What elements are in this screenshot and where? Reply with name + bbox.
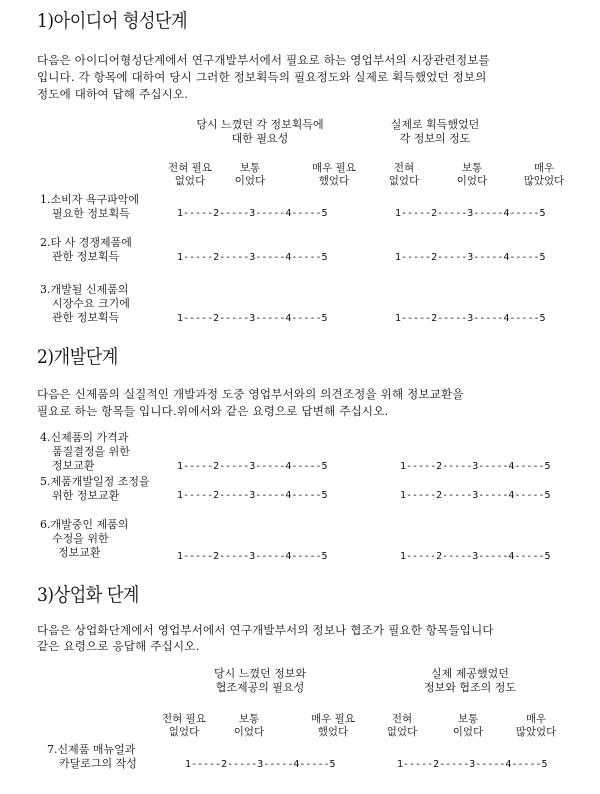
question-text: 필요한 정보획득 <box>52 207 130 220</box>
section-1-intro-line-2: 입니다. 각 항목에 대하여 당시 그러한 정보획득의 필요정도와 실제로 획득했었던 정보의 <box>37 70 487 84</box>
rating-scale-q3-actual[interactable]: 1-----2-----3-----4-----5 <box>395 313 546 324</box>
s1-scale-label-left-3 <box>225 162 275 188</box>
rating-scale-q1-need[interactable]: 1-----2-----3-----4-----5 <box>177 208 328 219</box>
header-left-line-1: 당시 느꼈던 각 정보획득에 <box>196 118 324 131</box>
header-right-line-2: 각 정보의 정도 <box>399 132 471 145</box>
s3-scale-label-text: 보통 <box>238 713 260 725</box>
s1-scale-label-right-3 <box>450 162 494 188</box>
header-left-line-2: 대한 필요성 <box>231 132 289 145</box>
section-3-intro-line-2: 같은 요령으로 응답해 주십시오. <box>37 639 200 653</box>
section-1-intro-line-1: 다음은 아이디어형성단계에서 연구개발부서에서 필요로 하는 영업부서의 시장관련정보를 <box>37 53 490 67</box>
s3-scale-label-left-5 <box>300 713 366 739</box>
header-right-line-2: 정보와 협조의 정도 <box>423 681 516 694</box>
question-text: 카달로그의 작성 <box>59 757 137 770</box>
header-right-line-1: 실제로 획득했었던 <box>390 118 480 131</box>
s3-scale-label-right-5 <box>506 713 566 739</box>
s3-scale-label-text: 했었다 <box>317 726 349 738</box>
s3-scale-label-text: 많았었다 <box>515 726 557 738</box>
rating-scale-q6-need[interactable]: 1-----2-----3-----4-----5 <box>177 551 328 562</box>
section-1-intro-line-3: 정도에 대하여 답해 주십시오. <box>37 87 189 101</box>
section-3-header-right <box>390 667 550 695</box>
rating-scale-q4-need[interactable]: 1-----2-----3-----4-----5 <box>177 461 328 472</box>
s1-scale-label-text: 전혀 <box>393 162 415 174</box>
section-1-header-left <box>160 118 360 146</box>
question-text: 품질결정을 위한 <box>52 445 130 458</box>
question-text: 관한 정보획득 <box>52 311 120 324</box>
rating-scale-q7-need[interactable]: 1-----2-----3-----4-----5 <box>185 759 336 770</box>
question-text: 6.개발중인 제품의 <box>40 518 129 531</box>
s3-scale-label-text: 이었다 <box>233 726 265 738</box>
rating-scale-q2-need[interactable]: 1-----2-----3-----4-----5 <box>177 252 328 263</box>
question-text: 관한 정보획득 <box>52 250 120 263</box>
question-item-6 <box>40 518 128 560</box>
s3-scale-label-left-1 <box>152 713 216 739</box>
question-item-1 <box>40 193 139 221</box>
header-left-line-2: 협조제공의 필요성 <box>215 681 305 694</box>
s1-scale-label-text: 이었다 <box>234 175 266 187</box>
rating-scale-q3-need[interactable]: 1-----2-----3-----4-----5 <box>177 313 328 324</box>
section-1-title: 1)아이디어 형성단계 <box>37 10 188 32</box>
question-text: 4.신제품의 가격과 <box>40 431 129 444</box>
s3-scale-label-text: 보통 <box>457 713 479 725</box>
s3-scale-label-text: 전혀 <box>391 713 413 725</box>
s3-scale-label-text: 이었다 <box>452 726 484 738</box>
question-text: 5.제품개발일정 조정을 <box>40 475 150 488</box>
s1-scale-label-text: 매우 필요 <box>312 162 356 174</box>
question-item-2 <box>40 236 132 264</box>
question-item-7 <box>47 743 137 771</box>
s3-scale-label-left-3 <box>224 713 274 739</box>
header-left-line-1: 당시 느꼈던 정보와 <box>213 667 306 680</box>
section-2-intro-line-2: 필요로 하는 항목들 입니다.위에서와 같은 요령으로 답변해 주십시오. <box>37 404 389 418</box>
rating-scale-q4-actual[interactable]: 1-----2-----3-----4-----5 <box>400 461 551 472</box>
s3-scale-label-text: 전혀 필요 <box>162 713 206 725</box>
header-right-line-1: 실제 제공했었던 <box>431 667 509 680</box>
s1-scale-label-text: 보통 <box>239 162 261 174</box>
rating-scale-q6-actual[interactable]: 1-----2-----3-----4-----5 <box>400 551 551 562</box>
s3-scale-label-text: 없었다 <box>386 726 418 738</box>
question-item-3 <box>40 283 130 325</box>
question-text: 수정을 위한 <box>52 532 109 545</box>
section-3-header-left <box>160 667 360 695</box>
s1-scale-label-text: 없었다 <box>174 175 206 187</box>
question-text: 위한 정보교환 <box>52 489 120 502</box>
question-text: 7.신제품 매뉴얼과 <box>47 743 136 756</box>
s3-scale-label-text: 없었다 <box>168 726 200 738</box>
s1-scale-label-left-5 <box>302 162 366 188</box>
question-text: 정보교환 <box>52 459 95 472</box>
section-3-title: 3)상업화 단계 <box>37 584 139 606</box>
rating-scale-q1-actual[interactable]: 1-----2-----3-----4-----5 <box>395 208 546 219</box>
s1-scale-label-text: 이었다 <box>456 175 488 187</box>
section-2-title: 2)개발단계 <box>37 346 118 368</box>
s1-scale-label-text: 없었다 <box>388 175 420 187</box>
question-item-5 <box>40 475 150 503</box>
question-text: 3.개발될 신제품의 <box>40 283 129 296</box>
s1-scale-label-text: 많았었다 <box>523 175 565 187</box>
s1-scale-label-right-1 <box>382 162 426 188</box>
s1-scale-label-text: 매우 <box>533 162 555 174</box>
s1-scale-label-text: 보통 <box>461 162 483 174</box>
rating-scale-q2-actual[interactable]: 1-----2-----3-----4-----5 <box>395 252 546 263</box>
s3-scale-label-right-1 <box>380 713 424 739</box>
s1-scale-label-right-5 <box>514 162 574 188</box>
question-text: 2.타 사 경쟁제품에 <box>40 236 132 249</box>
s3-scale-label-text: 매우 <box>525 713 547 725</box>
question-text: 1.소비자 욕구파악에 <box>40 193 139 206</box>
section-1-header-right <box>360 118 510 146</box>
rating-scale-q5-actual[interactable]: 1-----2-----3-----4-----5 <box>400 490 551 501</box>
rating-scale-q7-actual[interactable]: 1-----2-----3-----4-----5 <box>397 759 548 770</box>
s1-scale-label-text: 전혀 필요 <box>168 162 212 174</box>
question-text: 정보교환 <box>58 546 101 559</box>
s3-scale-label-text: 매우 필요 <box>311 713 355 725</box>
section-3-intro-line-1: 다음은 상업화단계에서 영업부서에서 연구개발부서의 정보나 협조가 필요한 항목들입니다 <box>37 623 494 637</box>
s1-scale-label-left-1 <box>160 162 220 188</box>
question-item-4 <box>40 431 130 473</box>
section-2-intro-line-1: 다음은 신제품의 실질적인 개발과정 도중 영업부서와의 의견조정을 위해 정보교환을 <box>37 387 464 401</box>
s1-scale-label-text: 했었다 <box>318 175 350 187</box>
rating-scale-q5-need[interactable]: 1-----2-----3-----4-----5 <box>177 490 328 501</box>
question-text: 시장수요 크기에 <box>52 297 130 310</box>
s3-scale-label-right-3 <box>446 713 490 739</box>
